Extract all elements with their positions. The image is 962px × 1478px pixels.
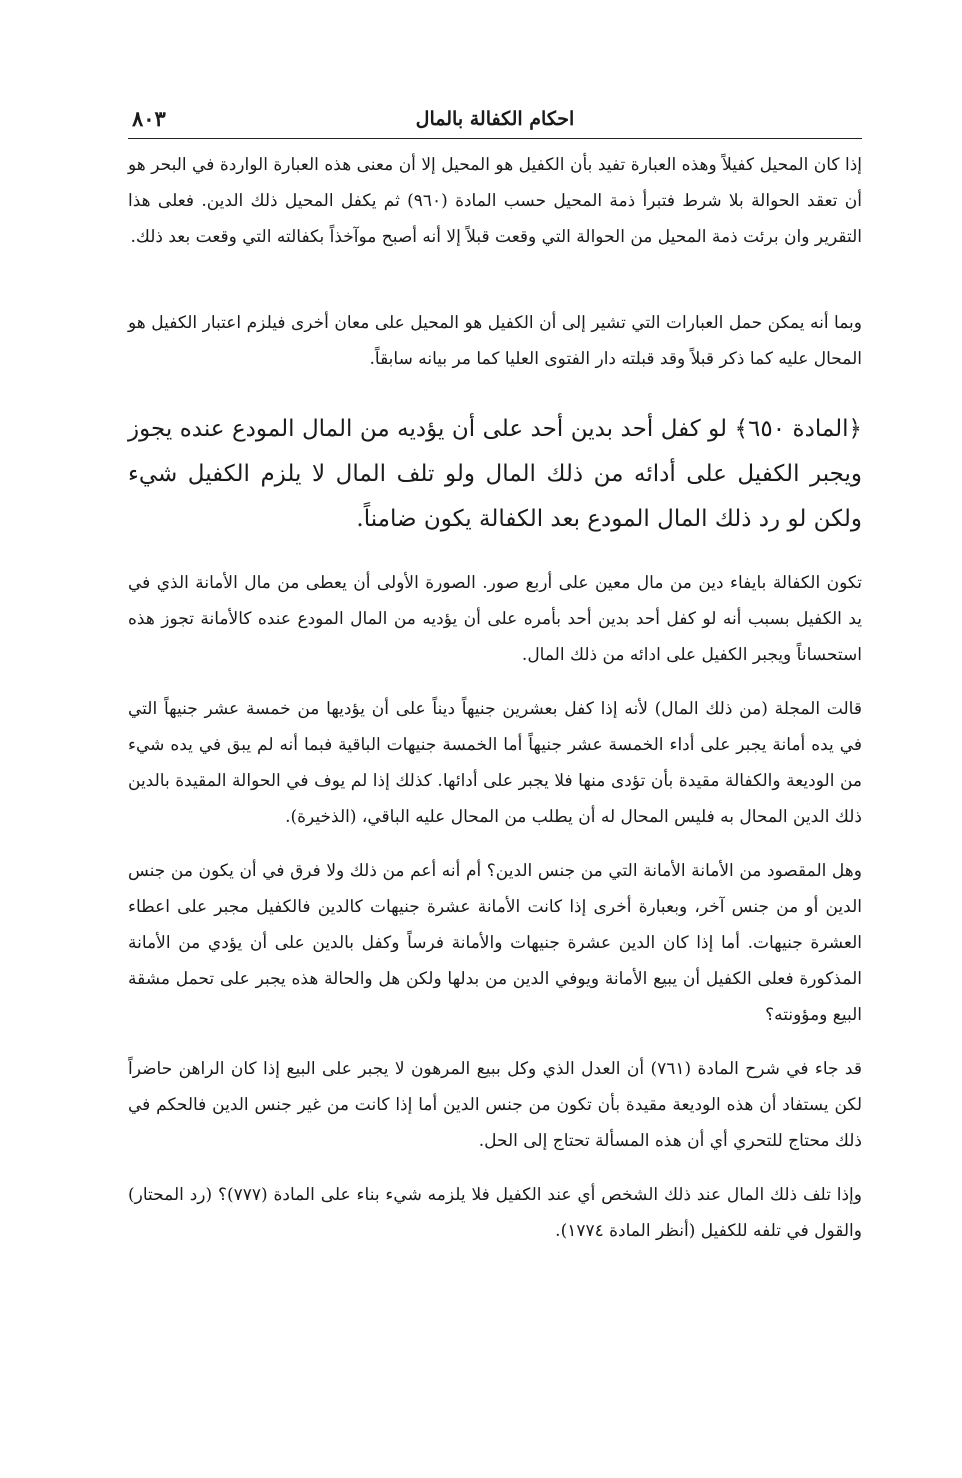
document-page bbox=[128, 100, 862, 1249]
paragraph-6: وهل المقصود من الأمانة الأمانة التي من جنس الدين؟ أم أنه أعم من ذلك ولا فرق في أن يكون من جنس الدين أو من جنس آخر، وبعبارة أخرى إذا كانت الأمانة عشرة جنيهات كالدين فالكفيل مجبر على اعطاء العشرة جنيهات. أما إذا كان الدين عشرة جنيهات والأمانة فرساً وكفل بالدين على أن يؤدي من الأمانة المذكورة فعلى الكفيل أن يبيع الأمانة ويوفي الدين من بدلها ولكن هل والحالة هذه يجبر على تحمل مشقة البيع ومؤونته؟ bbox=[128, 861, 862, 1025]
running-title: احكام الكفالة بالمال bbox=[415, 108, 575, 130]
page-number: ٨٠٣ bbox=[132, 106, 166, 131]
paragraph-4: تكون الكفالة بايفاء دين من مال معين على أربع صور. الصورة الأولى أن يعطى من مال الأمانة الذي في يد الكفيل بسبب أنه لو كفل أحد بدين أحد بأمره على أن يؤديه من المال المودع عنده كالأمانة تجوز هذه استحساناً ويجبر الكفيل على ادائه من ذلك المال. bbox=[128, 573, 862, 665]
paragraph-8: وإذا تلف ذلك المال عند ذلك الشخص أي عند الكفيل فلا يلزمه شيء بناء على المادة (٧٧٧)؟ (رد المحتار) والقول في تلفه للكفيل (أنظر المادة ١٧٧٤). bbox=[128, 1185, 862, 1241]
article-650: ﴿المادة ٦٥٠﴾ لو كفل أحد بدين أحد على أن يؤديه من المال المودع عنده يجوز ويجبر الكفيل على أدائه من ذلك المال ولو تلف المال لا يلزم الكفيل شيء ولكن لو رد ذلك المال المودع بعد الكفالة يكون ضامناً. bbox=[128, 416, 862, 532]
paragraph-2: وبما أنه يمكن حمل العبارات التي تشير إلى أن الكفيل هو المحيل على معان أخرى فيلزم اعتبار الكفيل هو المحال عليه كما ذكر قبلاً وقد قبلته دار الفتوى العليا كما مر بيانه سابقاً. bbox=[128, 313, 862, 369]
page-header bbox=[128, 100, 862, 139]
paragraph-7: قد جاء في شرح المادة (٧٦١) أن العدل الذي وكل ببيع المرهون لا يجبر على البيع إذا كان الراهن حاضراً لكن يستفاد أن هذه الوديعة مقيدة بأن تكون من جنس الدين أما إذا كانت من غير جنس الدين فالحكم في ذلك محتاج للتحري أي أن هذه المسألة تحتاج إلى الحل. bbox=[128, 1059, 862, 1151]
paragraph-5: قالت المجلة (من ذلك المال) لأنه إذا كفل بعشرين جنيهاً ديناً على أن يؤديها من خمسة عشر جنيهاً التي في يده أمانة يجبر على أداء الخمسة عشر جنيهاً أما الخمسة جنيهات الباقية فبما أنه لم يبق في يده شيء من الوديعة والكفالة مقيدة بأن تؤدى منها فلا يجبر على أدائها. كذلك إذا لم يوف في الحوالة المقيدة بالدين ذلك الدين المحال به فليس المحال له أن يطلب من المحال عليه الباقي، (الذخيرة). bbox=[128, 699, 862, 827]
paragraph-1: إذا كان المحيل كفيلاً وهذه العبارة تفيد بأن الكفيل هو المحيل إلا أن معنى هذه العبارة الواردة في البحر هو أن تعقد الحوالة بلا شرط فتبرأ ذمة المحيل حسب المادة (٩٦٠) ثم يكفل المحيل ذلك الدين. فعلى هذا التقرير وان برئت ذمة المحيل من الحوالة التي وقعت قبلاً إلا أنه أصبح موآخذاً بكفالته التي وقعت بعد ذلك. bbox=[128, 155, 862, 247]
